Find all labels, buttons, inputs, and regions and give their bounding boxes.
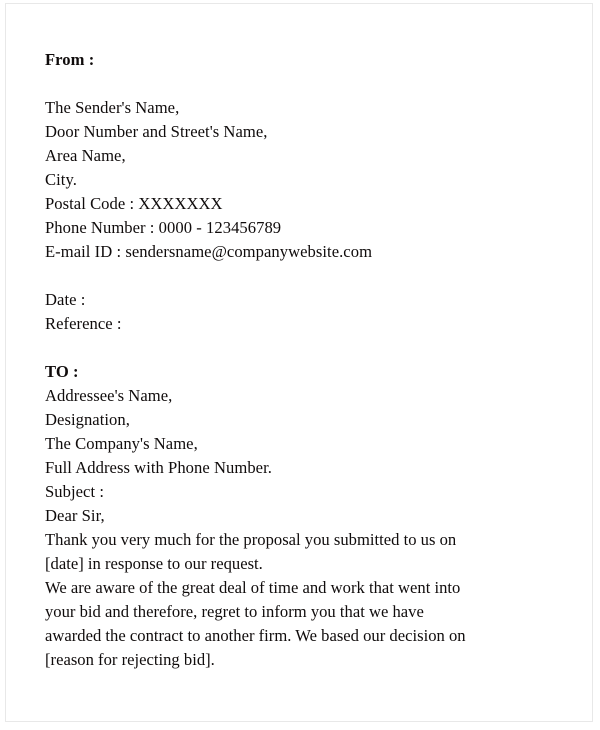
body-line-6: [reason for rejecting bid]. <box>45 650 215 669</box>
body-line-5: awarded the contract to another firm. We based our decision on <box>45 626 466 645</box>
body-line-3: We are aware of the great deal of time and work that went into <box>45 578 461 597</box>
addressee-designation-line: Designation, <box>45 410 130 429</box>
meta-block <box>45 288 574 336</box>
sender-block <box>45 48 574 264</box>
sender-phone-line: Phone Number : 0000 - 123456789 <box>45 218 282 237</box>
sender-area-line: Area Name, <box>45 146 126 165</box>
addressee-address-line: Full Address with Phone Number. <box>45 458 272 477</box>
body-line-2: [date] in response to our request. <box>45 554 263 573</box>
subject-line: Subject : <box>45 482 104 501</box>
salutation-line: Dear Sir, <box>45 506 105 525</box>
from-heading: From : <box>45 50 95 69</box>
to-heading: TO : <box>45 362 79 381</box>
sender-postal-code-line: Postal Code : XXXXXXX <box>45 194 223 213</box>
sender-email-line: E-mail ID : sendersname@companywebsite.com <box>45 242 373 261</box>
sender-city-line: City. <box>45 170 77 189</box>
body-line-4: your bid and therefore, regret to inform you that we have <box>45 602 424 621</box>
letter-page <box>5 3 593 722</box>
reference-line: Reference : <box>45 314 122 333</box>
recipient-block <box>45 360 574 528</box>
date-line: Date : <box>45 290 86 309</box>
spacer-after-from <box>45 72 574 96</box>
spacer-before-meta <box>45 264 574 288</box>
sender-name-line: The Sender's Name, <box>45 98 180 117</box>
spacer-before-recipient <box>45 336 574 360</box>
addressee-company-line: The Company's Name, <box>45 434 198 453</box>
body-line-1: Thank you very much for the proposal you submitted to us on <box>45 530 457 549</box>
addressee-name-line: Addressee's Name, <box>45 386 173 405</box>
letter-body <box>45 48 574 672</box>
sender-street-line: Door Number and Street's Name, <box>45 122 268 141</box>
body-block <box>45 528 574 672</box>
